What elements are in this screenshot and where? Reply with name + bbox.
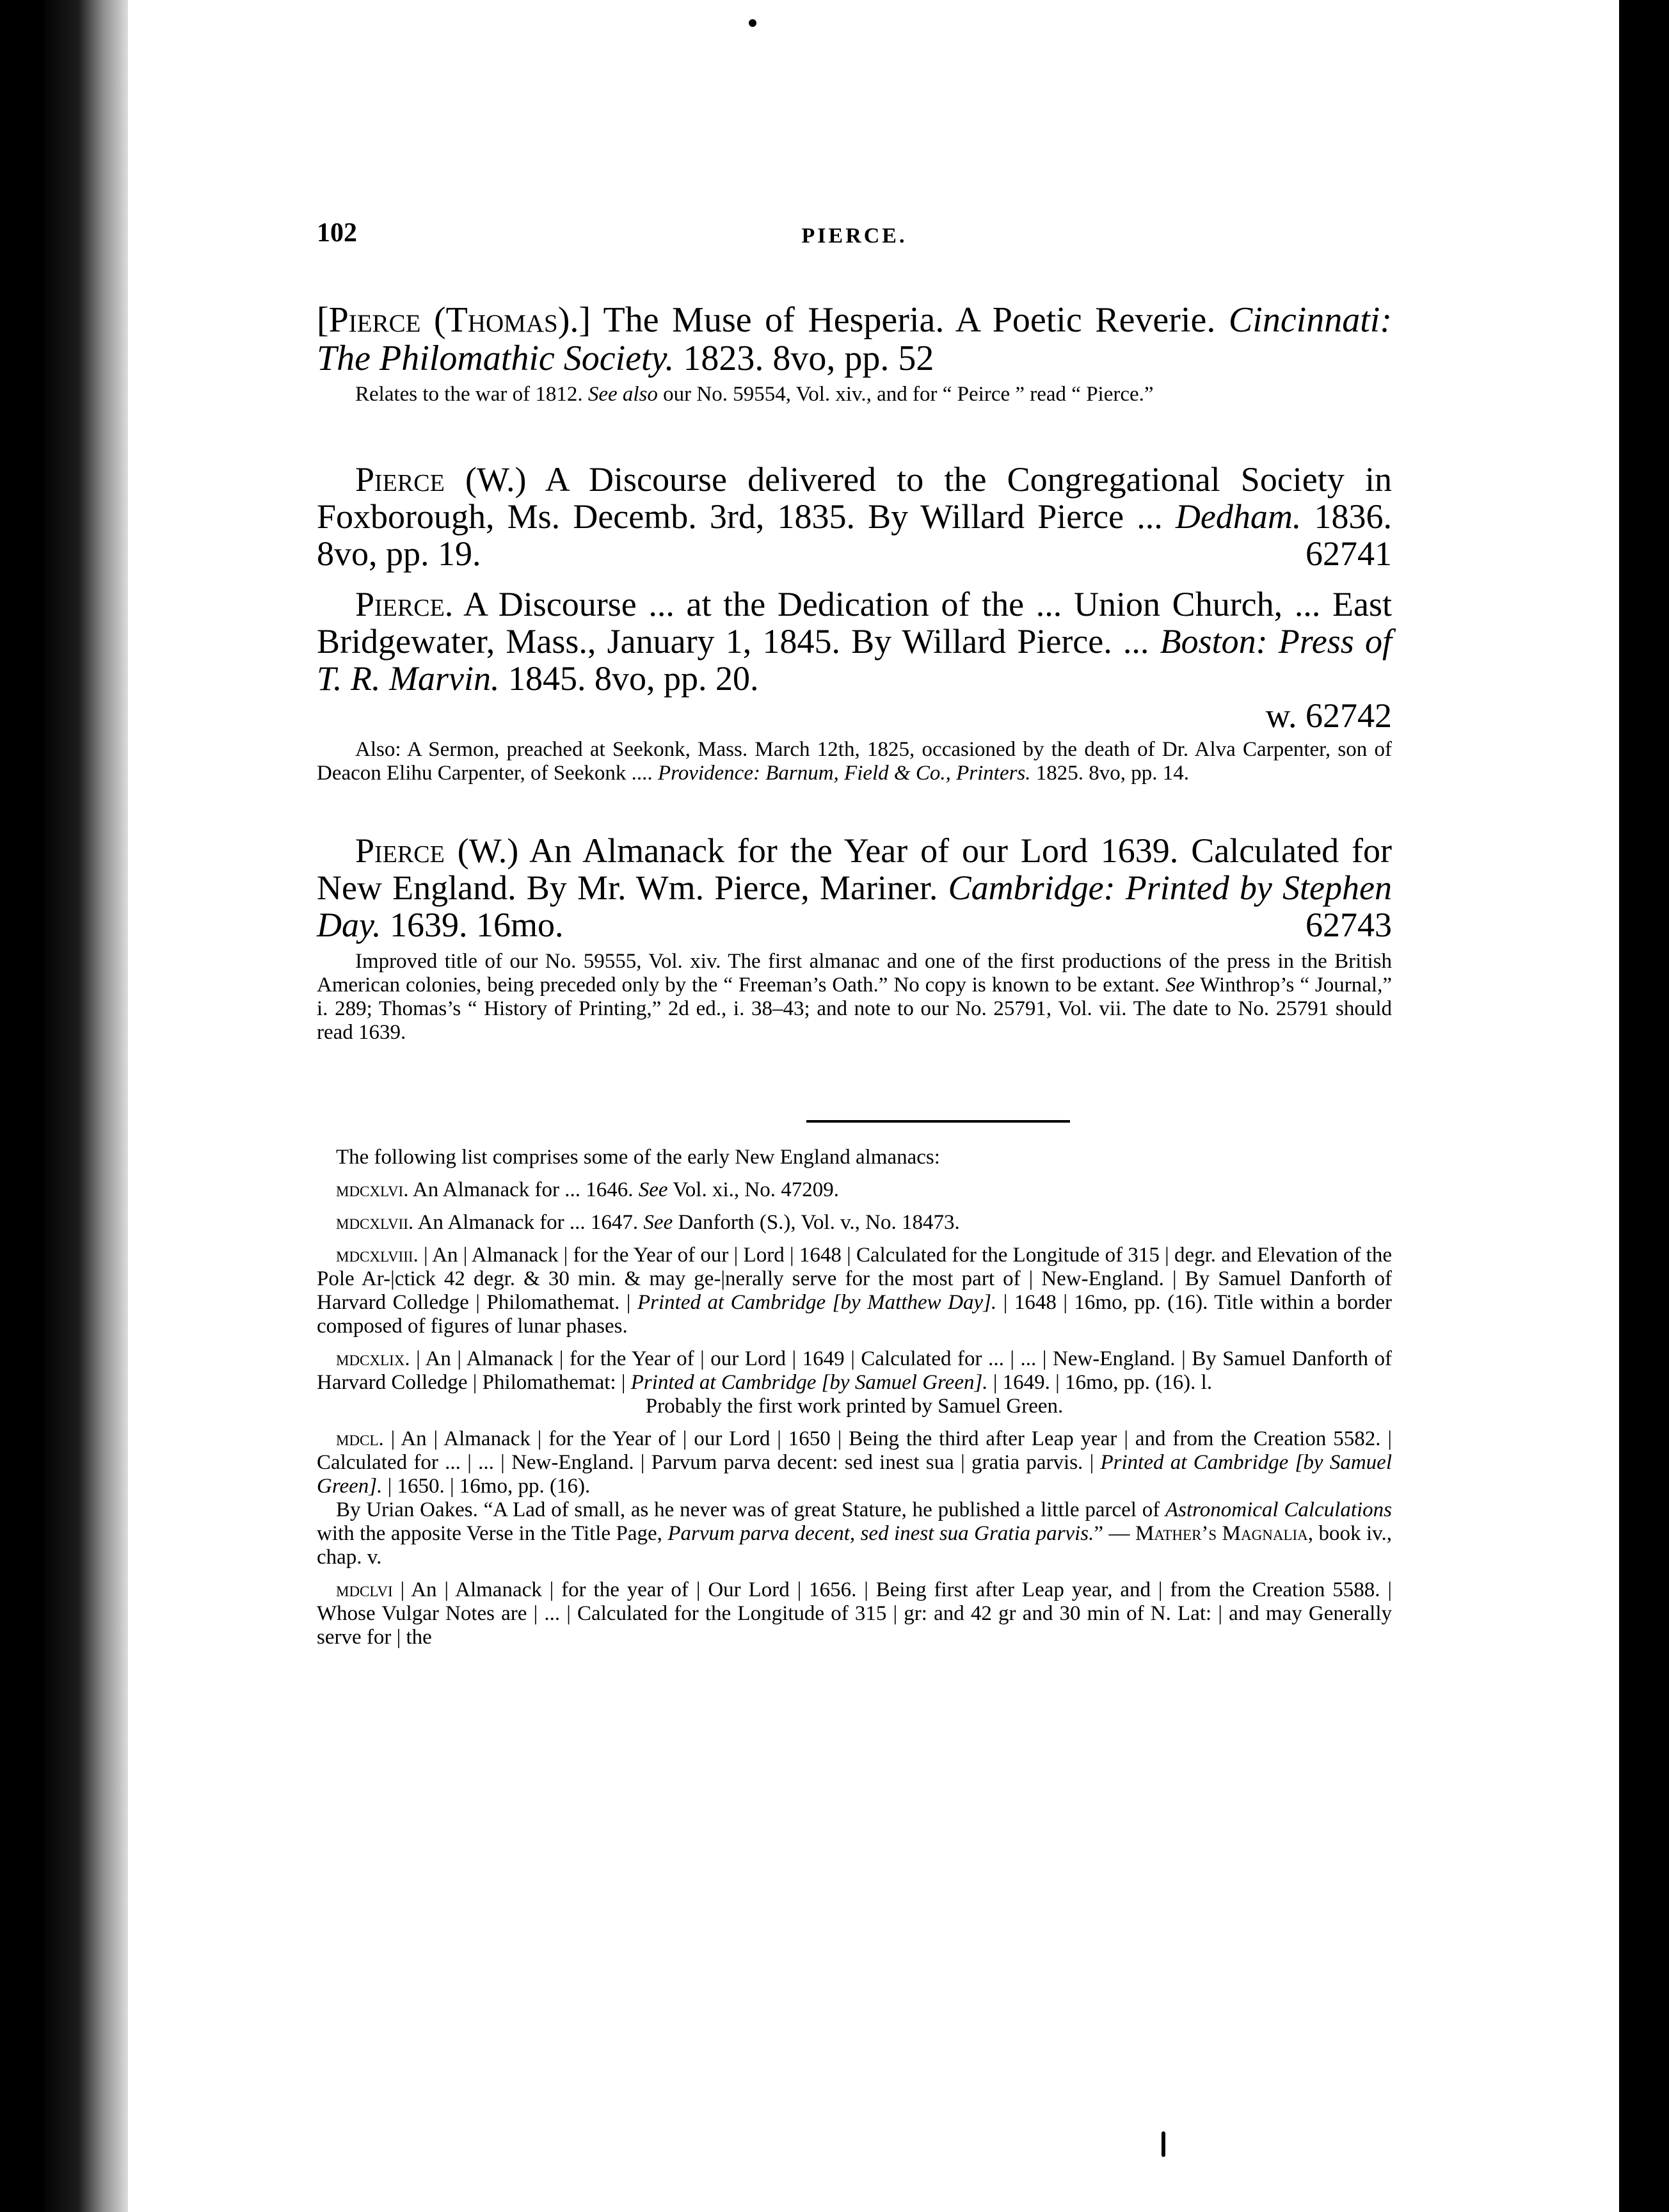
bibliography-entry <box>317 832 1392 1045</box>
list-item: mdcxlviii. | An | Almanack | for the Year of our | Lord | 1648 | Calculated for the Longitude of 315 | degr. and Elevation of the Pole Ar-|ctick 42 degr. & 30 min. & may ge-|nerally serve for the most part of | New-England. | By Samuel Danforth of Harvard Colledge | Philomathemat. | Printed at Cambridge [by Matthew Day]. | 1648 | 16mo, pp. (16). Title within a border composed of figures of lunar phases. <box>317 1244 1392 1338</box>
bibliography-entry <box>317 301 1392 406</box>
almanac-list <box>317 1146 1392 1649</box>
entry-note: Also: A Sermon, preached at Seekonk, Mass. March 12th, 1825, occasioned by the death of Dr. Alva Carpenter, son of Deacon Elihu Carpenter, of Seekonk .... Providence: Barnum, Field & Co., Printers. 1825. 8vo, pp. 14. <box>317 738 1392 785</box>
entry-heading: Pierce. <box>355 585 454 623</box>
entry-note: Relates to the war of 1812. See also our No. 59554, Vol. xiv., and for “ Peirce ” read “ Pierce.” <box>355 383 1154 406</box>
bibliography-entry <box>317 586 1392 785</box>
entry-collation: 1845. 8vo, pp. 20. <box>499 659 759 698</box>
almanac-year: mdcxlvii. <box>336 1211 414 1234</box>
entry-collation: 1639. 16mo. <box>381 906 564 944</box>
page-header <box>317 218 1392 256</box>
entry-imprint: Dedham. <box>1175 497 1302 536</box>
page-number: 102 <box>317 218 357 248</box>
almanac-year: mdcl. <box>336 1427 384 1450</box>
almanac-year: mdcxlviii. <box>336 1244 419 1267</box>
list-intro: The following list comprises some of the early New England almanacs: <box>336 1146 940 1169</box>
list-item-note: By Urian Oakes. “A Lad of small, as he never was of great Stature, he published a little parcel of Astronomical Calculations with the apposite Verse in the Title Page, Parvum parva decent, sed inest sua Gratia parvis.” — Mather’s Magnalia, book iv., chap. v. <box>317 1498 1392 1569</box>
entry-title: A Discourse delivered to the Congregational Society in Foxborough, Ms. Decemb. 3rd, 1835. By Willard Pierce ... <box>317 460 1392 536</box>
entry-heading: [Pierce (Thomas).] <box>317 300 591 340</box>
entry-title: The Muse of Hesperia. A Poetic Reverie. <box>591 300 1229 340</box>
list-item: mdcl. | An | Almanack | for the Year of | our Lord | 1650 | Being the third after Leap year | and from the Creation 5582. | Calculated for ... | ... | New-England. | Parvum parva decent: sed inest sua | gratia parvis. | Printed at Cambridge [by Samuel Green]. | 1650. | 16mo, pp. (16). <box>317 1427 1392 1498</box>
entry-imprint: Boston: Press of T. R. Marvin. <box>317 622 1392 698</box>
entry-title: A Discourse ... at the Dedication of the ... Union Church, ... East Bridgewater, Mass., January 1, 1845. By Willard Pierce. ... <box>317 585 1392 661</box>
list-item-note: Probably the first work printed by Samuel Green. <box>645 1395 1064 1418</box>
list-item: mdcxlvii. An Almanack for ... 1647. See Danforth (S.), Vol. v., No. 18473. <box>336 1211 960 1234</box>
entry-collation: 1836. 8vo, pp. 19. <box>317 497 1392 573</box>
entry-note: Improved title of our No. 59555, Vol. xiv. The first almanac and one of the first productions of the press in the British American colonies, being preceded only by the “ Freeman’s Oath.” No copy is known to be extant. See Winthrop’s “ Journal,” i. 289; Thomas’s “ History of Printing,” 2d ed., i. 38–43; and note to our No. 25791, Vol. vii. The date to No. 25791 should read 1639. <box>317 950 1392 1044</box>
speck-mark <box>749 19 756 27</box>
catalog-number: 62741 <box>1306 534 1392 573</box>
list-item: mdcxlvi. An Almanack for ... 1646. See Vol. xi., No. 47209. <box>336 1178 839 1201</box>
entry-title: An Almanack for the Year of our Lord 1639. Calculated for New England. By Mr. Wm. Pierce, Mariner. <box>317 831 1392 907</box>
speck-mark <box>1162 2131 1165 2157</box>
almanac-year: mdcxlvi. <box>336 1178 409 1201</box>
catalog-number: 62743 <box>1306 906 1392 944</box>
bibliography-entry <box>317 461 1392 572</box>
entry-imprint: Cincinnati: The Philomathic Society. <box>317 300 1392 378</box>
list-item: mdclvi | An | Almanack | for the year of | Our Lord | 1656. | Being first after Leap year, and | from the Creation 5588. | Whose Vulgar Notes are | ... | Calculated for the Longitude of 315 | gr: and 42 gr and 30 min of N. Lat: | and may Generally serve for | the <box>317 1578 1392 1649</box>
running-head: PIERCE. <box>801 224 907 248</box>
entry-heading: Pierce (W.) <box>355 460 527 499</box>
entry-imprint: Cambridge: Printed by Stephen Day. <box>317 869 1392 944</box>
entry-collation: 1823. 8vo, pp. 52 <box>674 339 934 378</box>
entry-heading: Pierce (W.) <box>355 831 519 870</box>
almanac-year: mdclvi <box>336 1578 393 1601</box>
catalog-number: w. 62742 <box>1265 696 1392 735</box>
section-divider <box>806 1120 1070 1123</box>
almanac-year: mdcxlix. <box>336 1347 410 1370</box>
list-item: mdcxlix. | An | Almanack | for the Year of | our Lord | 1649 | Calculated for ... | ... | New-England. | By Samuel Danforth of Harvard Colledge | Philomathemat: | Printed at Cambridge [by Samuel Green]. | 1649. | 16mo, pp. (16). l. <box>317 1347 1392 1394</box>
book-gutter-shadow <box>45 0 141 2212</box>
